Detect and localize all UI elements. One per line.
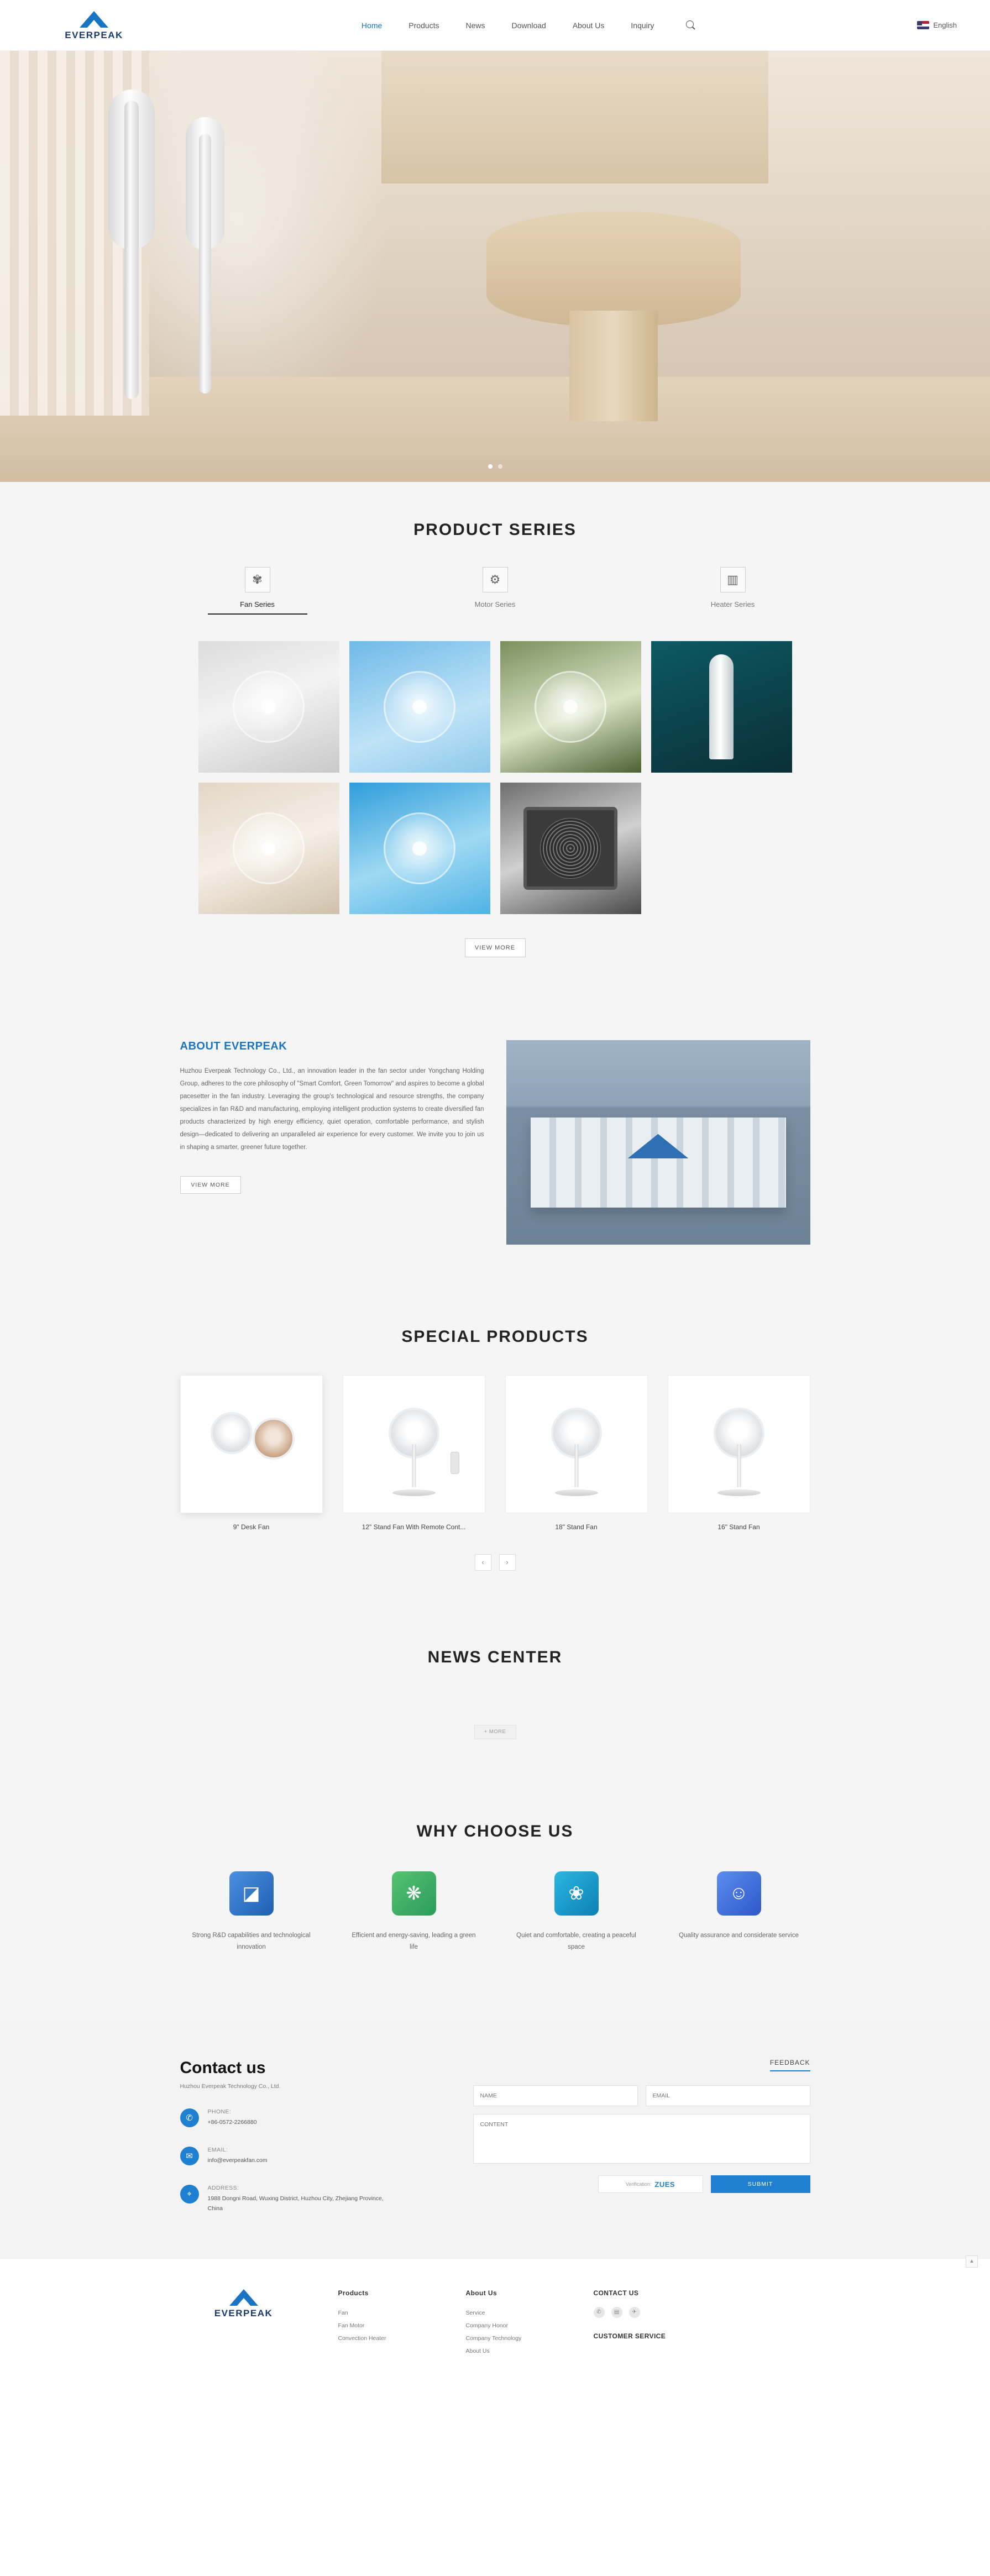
heater-icon: ▥ bbox=[720, 567, 746, 592]
series-tab-fan[interactable] bbox=[208, 567, 307, 615]
fan-image-icon bbox=[384, 671, 455, 743]
special-product-image bbox=[343, 1375, 485, 1513]
hero-dot-1[interactable] bbox=[488, 464, 493, 469]
linkedin-icon[interactable]: ✈ bbox=[629, 2307, 640, 2318]
about-section bbox=[0, 996, 990, 1289]
footer-column-products bbox=[338, 2289, 435, 2358]
footer-products-head: Products bbox=[338, 2289, 369, 2297]
nav-item-inquiry[interactable]: Inquiry bbox=[631, 20, 654, 30]
product-card[interactable] bbox=[651, 641, 792, 773]
footer-column-contact bbox=[594, 2289, 690, 2358]
product-card[interactable] bbox=[349, 783, 490, 914]
contact-row-email bbox=[180, 2147, 440, 2166]
contact-address-value: 1988 Dongni Road, Wuxing District, Huzhou City, Zhejiang Province, China bbox=[207, 2195, 384, 2212]
special-products-carousel-controls bbox=[0, 1554, 990, 1571]
special-product-image bbox=[180, 1375, 323, 1513]
contact-info bbox=[180, 2059, 440, 2213]
series-tab-heater-label: Heater Series bbox=[710, 600, 755, 608]
special-product-image bbox=[505, 1375, 648, 1513]
logo-text: EVERPEAK bbox=[65, 29, 123, 40]
why-choose-us-section bbox=[0, 1783, 990, 2021]
special-products-title: SPECIAL PRODUCTS bbox=[401, 1327, 589, 1346]
special-products-grid bbox=[0, 1375, 990, 1531]
footer-link-fan-motor[interactable]: Fan Motor bbox=[338, 2322, 365, 2329]
footer-link-service[interactable]: Service bbox=[465, 2309, 485, 2316]
captcha-code: ZUES bbox=[654, 2180, 675, 2189]
contact-section bbox=[0, 2020, 990, 2258]
flag-icon bbox=[917, 21, 929, 29]
product-card[interactable] bbox=[500, 783, 641, 914]
language-switcher[interactable] bbox=[917, 21, 957, 29]
footer-link-fan[interactable]: Fan bbox=[338, 2309, 348, 2316]
footer-link-convection-heater[interactable]: Convection Heater bbox=[338, 2334, 386, 2342]
special-product-card[interactable] bbox=[505, 1375, 648, 1531]
product-grid bbox=[0, 641, 990, 914]
news-title: NEWS CENTER bbox=[427, 1648, 563, 1666]
product-series-view-more-button[interactable]: VIEW MORE bbox=[465, 938, 526, 957]
special-product-name: 12" Stand Fan With Remote Cont... bbox=[362, 1523, 466, 1531]
feedback-title bbox=[473, 2059, 810, 2071]
leaf-icon: ❋ bbox=[392, 1871, 436, 1916]
why-item-text: Quality assurance and considerate service bbox=[679, 1932, 799, 1939]
hero-banner[interactable] bbox=[0, 51, 990, 482]
special-product-card[interactable] bbox=[343, 1375, 485, 1531]
stand-fan-pole bbox=[574, 1444, 578, 1487]
about-text: Huzhou Everpeak Technology Co., Ltd., an innovation leader in the fan sector under Yongchang Holding Group, adheres to the core philosophy of "Smart Comfort, Green Tomorrow" and aspires to become a global pacesetter in the fan industry. Leveraging the group's technological and resource strengths, the company specializes in fan R&D and manufacturing, employing intelligent production systems to create diversified fan products characterized by high energy efficiency, quiet operation, comfortable performance, and stylish design—dedicated to delivering an unparalleled air experience for every customer. We invite you to join us in shaping a smarter, greener future together. bbox=[180, 1067, 484, 1151]
product-card[interactable] bbox=[198, 641, 339, 773]
contact-email-value[interactable]: info@everpeakfan.com bbox=[207, 2157, 268, 2164]
why-item bbox=[668, 1871, 810, 1954]
stand-fan-pole bbox=[412, 1444, 416, 1487]
special-product-image bbox=[668, 1375, 810, 1513]
location-icon: ⌖ bbox=[180, 2185, 199, 2203]
footer-logo-text: EVERPEAK bbox=[214, 2307, 273, 2318]
hero-table-shape bbox=[486, 211, 741, 327]
product-series-title: PRODUCT SERIES bbox=[413, 521, 577, 539]
series-tab-heater[interactable] bbox=[683, 567, 783, 615]
news-more-button[interactable]: + MORE bbox=[474, 1725, 516, 1739]
contact-subtitle: Huzhou Everpeak Technology Co., Ltd. bbox=[180, 2083, 281, 2090]
contact-address-label: ADDRESS: bbox=[207, 2184, 239, 2191]
product-card[interactable] bbox=[349, 641, 490, 773]
service-person-icon: ☺ bbox=[717, 1871, 761, 1916]
hero-tower-fan-body bbox=[124, 101, 139, 399]
product-card[interactable] bbox=[198, 783, 339, 914]
fan-image-icon bbox=[233, 671, 305, 743]
feedback-title-text: FEEDBACK bbox=[770, 2059, 810, 2071]
footer-link-about-us[interactable]: About Us bbox=[465, 2347, 490, 2354]
content-field[interactable] bbox=[473, 2114, 810, 2164]
logo-mark-icon bbox=[80, 11, 108, 28]
why-item-text: Quiet and comfortable, creating a peaceful space bbox=[516, 1932, 636, 1951]
carousel-prev-icon[interactable]: ‹ bbox=[475, 1554, 491, 1571]
special-product-name: 9" Desk Fan bbox=[233, 1523, 270, 1531]
product-series-tabs bbox=[0, 567, 990, 615]
wechat-icon[interactable]: ▤ bbox=[611, 2307, 622, 2318]
product-card[interactable] bbox=[500, 641, 641, 773]
special-product-card[interactable] bbox=[180, 1375, 323, 1531]
whatsapp-icon[interactable]: ✆ bbox=[594, 2307, 605, 2318]
footer-column-about bbox=[466, 2289, 563, 2358]
about-view-more-button[interactable]: VIEW MORE bbox=[180, 1176, 241, 1194]
special-products-section bbox=[0, 1289, 990, 1609]
why-choose-us-title: WHY CHOOSE US bbox=[416, 1822, 574, 1840]
site-footer bbox=[0, 2258, 990, 2380]
contact-phone-value[interactable]: +86-0572-2266880 bbox=[207, 2119, 257, 2126]
hero-table-leg-shape bbox=[569, 311, 658, 421]
stand-fan-base bbox=[392, 1489, 436, 1496]
phone-icon: ✆ bbox=[180, 2108, 199, 2127]
fan-quiet-icon: ❀ bbox=[554, 1871, 599, 1916]
why-item-text: Efficient and energy-saving, leading a green life bbox=[352, 1932, 476, 1951]
contact-title: Contact us bbox=[180, 2059, 266, 2077]
stand-fan-pole bbox=[737, 1444, 741, 1487]
fan-image-icon bbox=[384, 812, 455, 884]
submit-button[interactable]: SUBMIT bbox=[711, 2175, 810, 2193]
remote-control-icon bbox=[451, 1452, 459, 1474]
nav-item-about-us[interactable]: About Us bbox=[572, 20, 605, 30]
why-item bbox=[343, 1871, 485, 1954]
site-header bbox=[0, 0, 990, 51]
series-tab-fan-label: Fan Series bbox=[240, 600, 275, 608]
nav-item-products[interactable]: Products bbox=[408, 20, 439, 30]
why-item bbox=[505, 1871, 648, 1954]
fan-icon: ✾ bbox=[245, 567, 270, 592]
name-field[interactable] bbox=[473, 2085, 638, 2106]
desk-fan-dark-icon bbox=[253, 1418, 295, 1460]
contact-email-label: EMAIL: bbox=[207, 2147, 228, 2154]
logo-mark-icon bbox=[229, 2289, 258, 2306]
search-icon[interactable] bbox=[686, 20, 696, 30]
stand-fan-base bbox=[717, 1489, 761, 1496]
about-title: ABOUT EVERPEAK bbox=[180, 1040, 287, 1052]
why-item-text: Strong R&D capabilities and technological innovation bbox=[192, 1932, 311, 1951]
special-product-name: 16" Stand Fan bbox=[717, 1523, 760, 1531]
carousel-next-icon[interactable]: › bbox=[499, 1554, 516, 1571]
mail-icon: ✉ bbox=[180, 2147, 199, 2165]
footer-link-company-technology[interactable]: Company Technology bbox=[465, 2334, 522, 2342]
special-product-card[interactable] bbox=[668, 1375, 810, 1531]
hero-tower-fan2-body bbox=[199, 134, 211, 394]
footer-link-company-honor[interactable]: Company Honor bbox=[465, 2322, 508, 2329]
footer-about-head: About Us bbox=[465, 2289, 497, 2297]
footer-contact-head: CONTACT US bbox=[593, 2289, 639, 2297]
about-factory-image bbox=[506, 1040, 810, 1245]
tower-fan-image-icon bbox=[709, 654, 734, 759]
contact-row-phone bbox=[180, 2108, 440, 2128]
stand-fan-base bbox=[555, 1489, 598, 1496]
why-choose-us-grid bbox=[0, 1871, 990, 1954]
language-label: English bbox=[933, 21, 957, 29]
box-fan-image-icon bbox=[523, 807, 617, 890]
captcha-label: Verification: bbox=[625, 2181, 652, 2187]
hero-dot-2[interactable] bbox=[498, 464, 502, 469]
logo[interactable] bbox=[0, 11, 166, 40]
layers-icon: ◪ bbox=[229, 1871, 274, 1916]
series-tab-motor[interactable] bbox=[446, 567, 545, 615]
nav-item-news[interactable]: News bbox=[465, 20, 485, 30]
nav-item-home[interactable]: Home bbox=[361, 20, 383, 30]
why-item bbox=[180, 1871, 323, 1954]
email-field[interactable] bbox=[646, 2085, 810, 2106]
back-to-top-button[interactable]: ▲ bbox=[966, 2255, 978, 2268]
hero-slider-dots bbox=[0, 464, 990, 469]
fan-image-icon bbox=[535, 671, 606, 743]
series-tab-motor-label: Motor Series bbox=[474, 600, 516, 608]
footer-customer-service-head: CUSTOMER SERVICE bbox=[593, 2332, 666, 2340]
main-navigation bbox=[166, 18, 892, 33]
contact-row-address bbox=[180, 2185, 440, 2214]
desk-fan-icon bbox=[211, 1412, 253, 1454]
nav-item-download[interactable]: Download bbox=[511, 20, 546, 30]
hero-desk-shape bbox=[381, 51, 768, 183]
motor-icon: ⚙ bbox=[483, 567, 508, 592]
product-series-section bbox=[0, 482, 990, 996]
fan-image-icon bbox=[233, 812, 305, 884]
contact-phone-label: PHONE: bbox=[207, 2108, 232, 2116]
footer-logo[interactable] bbox=[180, 2289, 307, 2358]
news-section bbox=[0, 1609, 990, 1783]
special-product-name: 18" Stand Fan bbox=[555, 1523, 598, 1531]
feedback-form bbox=[473, 2059, 810, 2213]
footer-socials bbox=[594, 2307, 690, 2318]
captcha-box[interactable] bbox=[598, 2175, 703, 2193]
